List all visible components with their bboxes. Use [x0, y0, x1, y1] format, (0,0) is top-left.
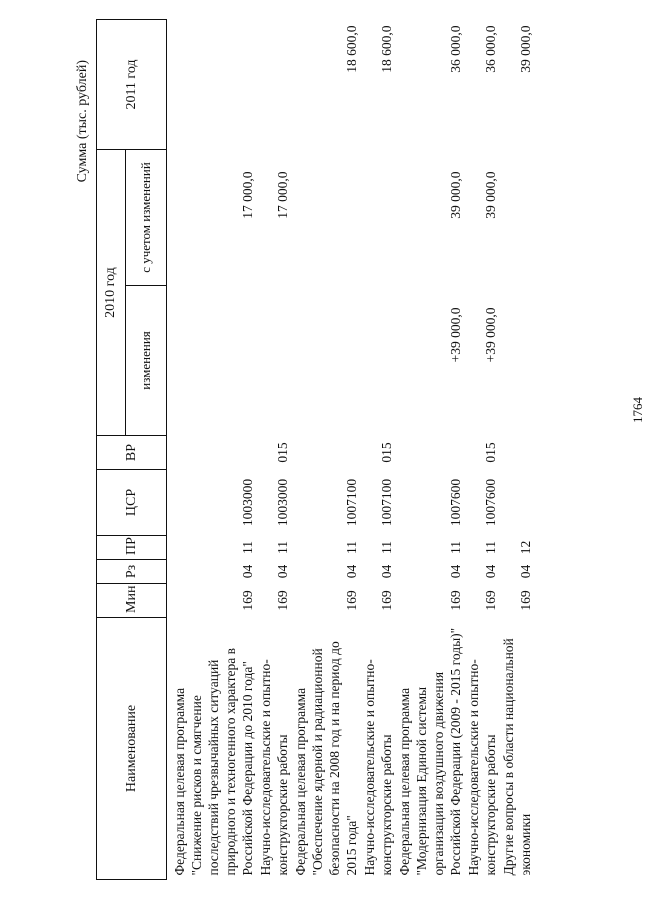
row-min: 169: [483, 590, 498, 611]
row-changes: [360, 286, 395, 436]
row-with-changes: [360, 150, 395, 286]
table-row: [291, 20, 360, 880]
row-2011: 18 600,0: [344, 25, 359, 73]
header-name: Наименование: [97, 618, 167, 880]
header-vr: ВР: [97, 436, 167, 470]
row-min: 169: [448, 590, 463, 611]
header-year-2011: 2011 год: [97, 20, 167, 150]
row-changes: +39 000,0: [483, 307, 498, 363]
rotated-document-sheet: [50, 20, 645, 880]
row-changes: [167, 286, 257, 436]
row-min: 169: [379, 590, 394, 611]
header-row: [97, 20, 126, 880]
row-pr: 11: [275, 541, 290, 554]
row-pr: 11: [483, 541, 498, 554]
row-with-changes: 39 000,0: [448, 171, 463, 219]
row-min: 169: [240, 590, 255, 611]
row-rz: 04: [344, 564, 359, 579]
row-with-changes: 17 000,0: [240, 171, 255, 219]
row-changes: [499, 286, 534, 436]
row-rz: 04: [518, 564, 533, 579]
row-changes: +39 000,0: [448, 307, 463, 363]
table-body: [167, 20, 535, 880]
header-min: Мин: [97, 584, 167, 618]
row-with-changes: [499, 150, 534, 286]
row-csr: 1003000: [240, 478, 255, 527]
row-rz: 04: [448, 564, 463, 579]
row-changes: [291, 286, 360, 436]
row-vr: [499, 436, 534, 470]
row-csr: 1007100: [379, 478, 394, 527]
row-name: Научно-исследовательские и опытно-конструкторские работы: [362, 659, 394, 876]
row-changes: [256, 286, 291, 436]
row-vr: [167, 436, 257, 470]
table-row: [395, 20, 464, 880]
row-vr: 015: [483, 442, 498, 463]
row-pr: 11: [344, 541, 359, 554]
row-name: Федеральная целевая программа "Обеспечение ядерной и радиационной безопасности на 2008 год и на период до 2015 года": [293, 641, 359, 876]
header-with-changes: с учетом изменений: [126, 150, 167, 286]
table-row: [464, 20, 499, 880]
row-2011: 39 000,0: [518, 25, 533, 73]
row-vr: 015: [379, 442, 394, 463]
row-rz: 04: [275, 564, 290, 579]
header-changes: изменения: [126, 286, 167, 436]
header-pr: ПР: [97, 536, 167, 560]
row-with-changes: 17 000,0: [275, 171, 290, 219]
row-name: Научно-исследовательские и опытно-конструкторские работы: [466, 659, 498, 876]
row-2011: [256, 20, 291, 150]
row-with-changes: [291, 150, 360, 286]
row-csr: 1007600: [483, 478, 498, 527]
table-row: [499, 20, 534, 880]
row-2011: [167, 20, 257, 150]
row-2011: 36 000,0: [483, 25, 498, 73]
row-pr: 11: [379, 541, 394, 554]
row-vr: [291, 436, 360, 470]
page-number: 1764: [630, 397, 645, 423]
row-csr: 1007600: [448, 478, 463, 527]
row-min: 169: [344, 590, 359, 611]
row-name: Другие вопросы в области национальной экономики: [501, 638, 533, 876]
row-2011: 18 600,0: [379, 25, 394, 73]
row-pr: 11: [448, 541, 463, 554]
row-csr: [499, 470, 534, 536]
row-with-changes: 39 000,0: [483, 171, 498, 219]
row-min: 169: [518, 590, 533, 611]
row-vr: [395, 436, 464, 470]
row-rz: 04: [379, 564, 394, 579]
row-name: Федеральная целевая программа "Модернизация Единой системы организации воздушного движения Российской Федерации (2009 - 2015 годы)": [397, 627, 463, 876]
table-row: [256, 20, 291, 880]
row-min: 169: [275, 590, 290, 611]
row-rz: 04: [483, 564, 498, 579]
row-name: Научно-исследовательские и опытно-конструкторские работы: [258, 659, 290, 876]
row-csr: 1007100: [344, 478, 359, 527]
row-pr: 12: [518, 540, 533, 555]
row-csr: 1003000: [275, 478, 290, 527]
header-rz: Рз: [97, 560, 167, 584]
units-note: Сумма (тыс. рублей): [75, 60, 90, 183]
row-vr: 015: [275, 442, 290, 463]
budget-table: [96, 19, 534, 880]
row-rz: 04: [240, 564, 255, 579]
header-year-2010: 2010 год: [97, 150, 126, 436]
table-row: [167, 20, 257, 880]
row-pr: 11: [240, 541, 255, 554]
header-csr: ЦСР: [97, 470, 167, 536]
row-name: Федеральная целевая программа "Снижение рисков и смягчение последствий чрезвычайных ситуаций природного и техногенного характера в Российской Федерации до 2010 года": [172, 648, 255, 876]
row-2011: 36 000,0: [448, 25, 463, 73]
table-row: [360, 20, 395, 880]
